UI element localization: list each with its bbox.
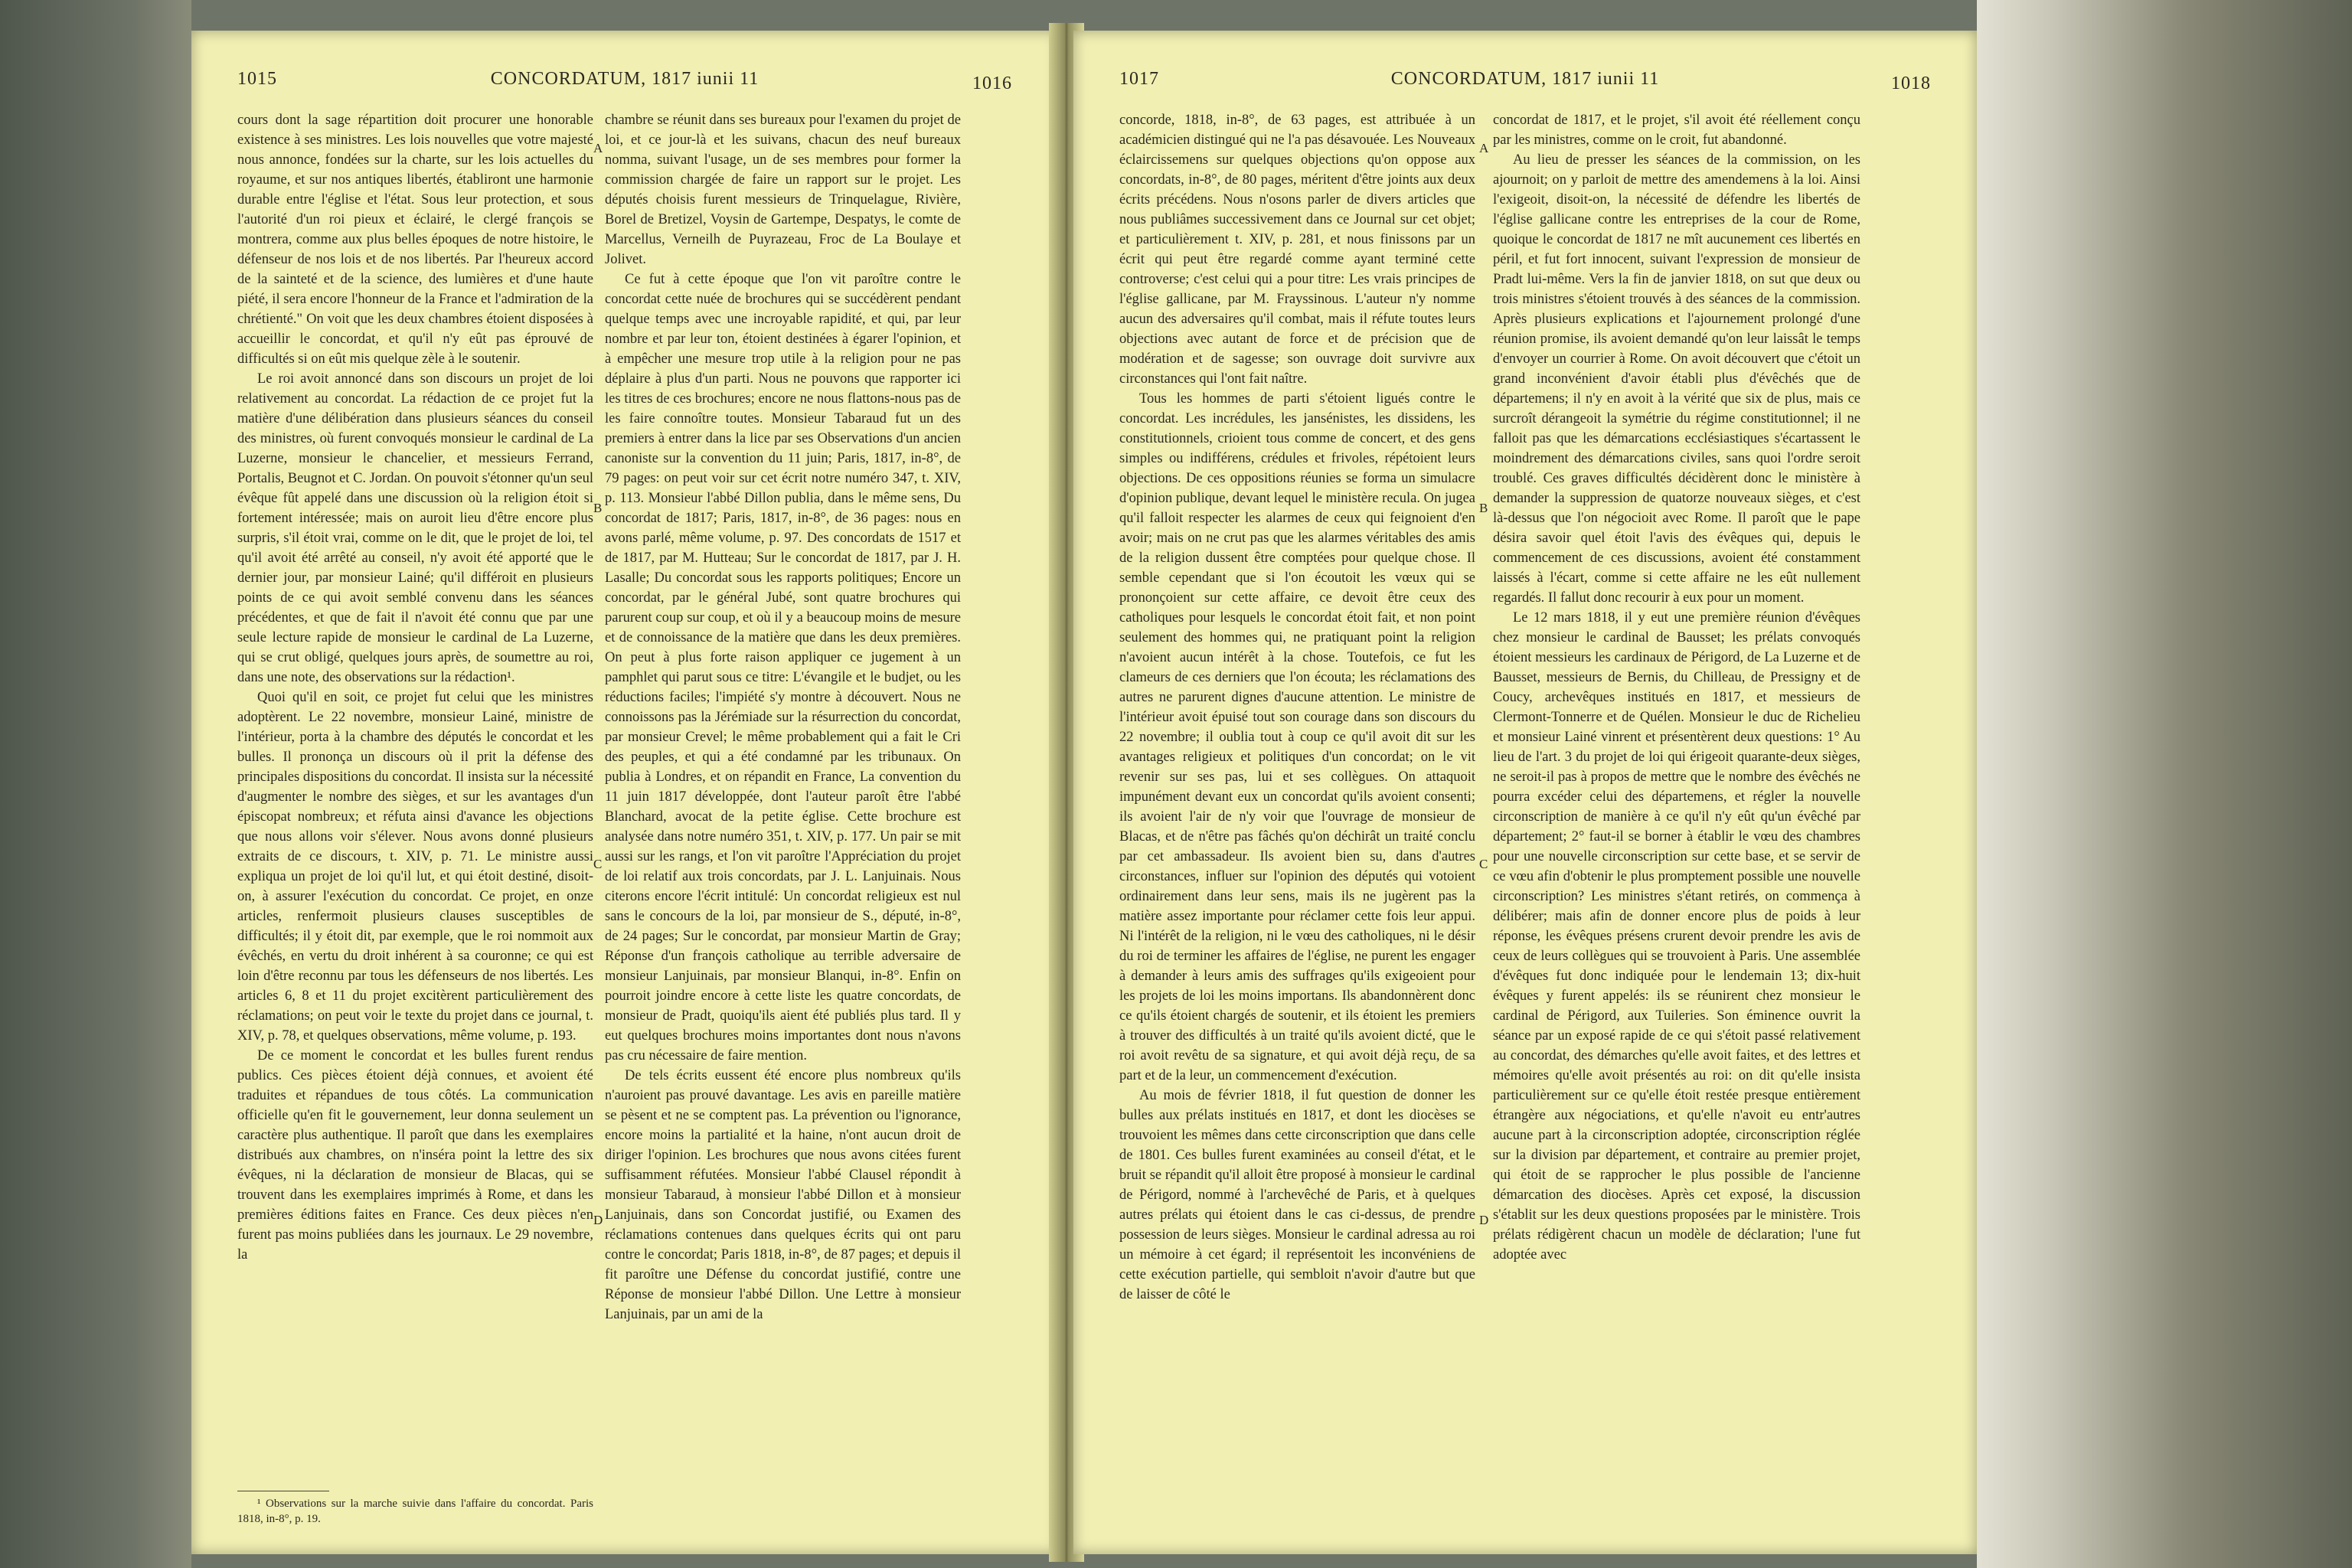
margin-letter: A bbox=[593, 141, 603, 155]
text-column bbox=[237, 110, 593, 1527]
page-number: 1018 bbox=[1891, 74, 1931, 93]
left-page bbox=[191, 31, 1058, 1554]
paragraph: Au lieu de presser les séances de la commission, on les ajournoit; on y parloit de mettre des amendemens à la loi. Ainsi l'exigeoit, disoit-on, la nécessité de défendre les libertés de l'église gallicane contre les entreprises de la cour de Rome, quoique le concordat de 1817 ne mît aucunement ces libertés en péril, et fut fort innocent, suivant l'expression de monsieur de Pradt lui-même. Vers la fin de janvier 1818, on sut que deux ou trois ministres s'étoient trouvés à des séances de la commission. Après plusieurs explications et l'ajournement prolongé d'une réunion promise, ils avoient demandé qu'on leur laissât le temps d'envoyer un courrier à Rome. On avoit découvert que c'étoit un grand inconvénient d'avoir établi plus d'évêchés que de départemens; il n'y en avoit à la vérité que six de plus, mais ce surcroît dérangeoit la symétrie du régime constitutionnel; il ne falloit pas que les démarcations ecclésiastiques s'écartassent le moindrement des démarcations civiles, sans quoi l'ordre seroit troublé. Ces graves difficultés décidèrent donc le ministère à demander la suppression de quatorze nouveaux sièges, et c'est là-dessus que l'on négocioit avec Rome. Il paroît que le pape désira savoir quel étoit l'avis des évêques qui, depuis le commencement de ces discussions, avoient été constamment laissés à l'écart, comme si cette affaire ne les eût nullement regardés. Il fallut donc recourir à eux pour un moment. bbox=[1493, 152, 1860, 606]
running-title: CONCORDATUM, 1817 iunii 11 bbox=[490, 69, 760, 89]
margin-letter: B bbox=[1479, 501, 1488, 515]
text-column bbox=[1119, 110, 1475, 1527]
page-number: 1015 bbox=[237, 69, 277, 89]
book-edge-right bbox=[1977, 0, 2352, 1568]
margin-letter: B bbox=[593, 501, 603, 515]
paragraph: Tous les hommes de parti s'étoient ligués contre le concordat. Les incrédules, les jansénistes, les dissidens, les constitutionnels, crioient tous comme de concert, et des gens simples ou indifférens, crédules et frivoles, répétoient leurs objections. De ces oppositions réunies se forma un simulacre d'opinion publique, devant lequel le ministère recula. On jugea qu'il falloit respecter les alarmes de ceux qui feignoient d'en avoir; mais on ne crut pas que les alarmes véritables des amis de la religion dussent être comptées pour quelque chose. Il semble cependant que si l'on écoutoit les vœux qui se prononçoient sur cette affaire, ce devoit être ceux des catholiques pour lesquels le concordat étoit fait, et non point seulement des hommes qui, ne pratiquant point la religion n'avoient aucun intérêt à la chose. Toutefois, ce fut les clameurs de ces derniers que l'on écouta; les réclamations des autres ne parurent dignes d'aucune attention. Le ministre de l'intérieur avoit épuisé tout son courage dans son discours du 22 novembre; il oublia tout à coup ce qu'il avoit dit sur les avantages religieux et politiques d'un concordat; on le vit revenir sur ses pas, lui et ses collègues. On attaquoit impunément devant eux un concordat qu'ils avoient consenti; ils avoient l'air de n'y voir que l'ouvrage de monsieur de Blacas, et de n'être pas fâchés qu'on déchirât un traité conclu par cet ambassadeur. Ils avoient bien su, dans d'autres circonstances, influer sur l'opinion des députés qui votoient ordinairement dans leur sens, mais ils ne jugèrent pas la matière assez importante pour réclamer cette fois leur appui. Ni l'intérêt de la religion, ni le vœu des catholiques, ni le désir du roi de terminer les affaires de l'église, ne purent les engager à demander à leurs amis des suffrages qu'ils exigeoient pour les projets de loi les moins importans. Ils abandonnèrent donc ce qu'ils étoient chargés de soutenir, et ils étoient les premiers à trouver des difficultés à un traité qu'ils avoient dicté, que le roi avoit revêtu de sa signature, et qui avoit déjà reçu, de sa part et de la leur, un commencement d'exécution. bbox=[1119, 391, 1475, 1083]
running-head bbox=[237, 69, 1012, 100]
margin-letter: A bbox=[1479, 141, 1489, 155]
paragraph: De tels écrits eussent été encore plus nombreux qu'ils n'auroient pas prouvé davantage. Les avis en pareille matière se pèsent et ne se comptent pas. La prévention ou l'ignorance, encore moins la partialité et la haine, n'ont aucun droit de diriger l'opinion. Les brochures que nous avons citées furent suffisamment réfutées. Monsieur l'abbé Clausel répondit à monsieur Tabaraud, à monsieur l'abbé Dillon et à monsieur Lanjuinais, dans son Concordat justifié, ou Examen des réclamations contenues dans quelques écrits qui ont paru contre le concordat; Paris 1818, in-8°, de 87 pages; et depuis il fit paroître une Défense du concordat justifié, contre une Réponse de monsieur l'abbé Dillon. Une Lettre à monsieur Lanjuinais, par un ami de la bbox=[605, 1068, 961, 1322]
running-title: CONCORDATUM, 1817 iunii 11 bbox=[1390, 69, 1660, 89]
paragraph: chambre se réunit dans ses bureaux pour l'examen du projet de loi, et ce jour-là et les suivans, chacun des neuf bureaux nomma, suivant l'usage, un de ses membres pour former la commission chargée de faire un rapport sur le projet. Les députés choisis furent messieurs de Trinquelague, Rivière, Borel de Bretizel, Voysin de Gartempe, Despatys, le comte de Marcellus, Verneilh de Puyrazeau, Froc de La Boulaye et Jolivet. bbox=[605, 113, 961, 267]
text-column bbox=[605, 110, 961, 1527]
paragraph: Quoi qu'il en soit, ce projet fut celui que les ministres adoptèrent. Le 22 novembre, monsieur Lainé, ministre de l'intérieur, porta à la chambre des députés le concordat et les bulles. Il prononça un discours où il prit la défense des principales dispositions du concordat. Il insista sur la nécessité d'augmenter le nombre des sièges, et sur les avantages d'un épiscopat nombreux; et réfuta ainsi d'avance les objections que nous allons voir s'élever. Nous avons donné plusieurs extraits de ce discours, t. XIV, p. 71. Le ministre aussi expliqua un projet de loi qu'il lut, et qui étoit destiné, disoit-on, à assurer l'exécution du concordat. Ce projet, en onze articles, renfermoit plusieurs clauses susceptibles de difficultés; il y étoit dit, par exemple, que le roi nommoit aux évêchés, en vertu du droit inhérent à sa couronne; ce qui est loin d'être reconnu par tous les défenseurs de nos libertés. Les articles 6, 8 et 11 du projet excitèrent particulièrement des réclamations; on peut voir le texte du projet dans ce journal, t. XIV, p. 78, et quelques observations, même volume, p. 193. bbox=[237, 690, 593, 1044]
paragraph: concorde, 1818, in-8°, de 63 pages, est attribuée à un académicien distingué qui ne l'a pas désavouée. Les Nouveaux éclaircissemens sur quelques objections qu'on oppose aux concordats, in-8°, de 80 pages, méritent d'être joints aux deux écrits précédens. Nous n'osons parler de divers articles que nous publiâmes successivement dans ce Journal sur cet objet; et particulièrement t. XIV, p. 281, et nous finissons par un écrit qui peut être regardé comme ayant terminé cette controverse; c'est celui qui a pour titre: Les vrais principes de l'église gallicane, par M. Frayssinous. L'auteur n'y nomme aucun des adversaires qu'il combat, mais il réfute toutes leurs objections avec autant de force et de précision que de modération et de sagesse; son ouvrage doit survivre aux circonstances qui l'ont fait naître. bbox=[1119, 113, 1475, 387]
right-page bbox=[1073, 31, 1977, 1554]
paragraph: cours dont la sage répartition doit procurer une honorable existence à ses ministres. Les lois nouvelles que votre majesté nous annonce, fondées sur la charte, sur les lois actuelles du royaume, et sur nos antiques libertés, établiront une harmonie durable entre l'église et l'état. Sous leur protection, et sous l'autorité d'un roi pieux et éclairé, le clergé françois se montrera, comme aux plus belles époques de notre histoire, le défenseur de nos lois et de nos libertés. Par l'heureux accord de la sainteté et de la science, des lumières et d'une haute piété, il sera encore l'honneur de la France et l'admiration de la chrétienté." On voit que les deux chambres étoient disposées à accueillir le concordat, et qu'il n'y eût pas éprouvé de difficultés si on eût mis quelque zèle à le soutenir. bbox=[237, 113, 593, 367]
paragraph: Le roi avoit annoncé dans son discours un projet de loi relativement au concordat. La rédaction de ce projet fut la matière d'une délibération dans plusieurs séances du conseil des ministres, où furent convoqués monsieur le cardinal de La Luzerne, monsieur le chancelier, et messieurs Ferrand, Portalis, Beugnot et C. Jordan. On pouvoit s'étonner qu'un seul évêque fût appelé dans une discussion où la religion étoit si fortement intéressée; mais on auroit lieu d'être encore plus surpris, s'il étoit vrai, comme on le dit, que le projet de loi, tel qu'il avoit été arrêté au conseil, n'y avoit été apporté que le dernier jour, par monsieur Lainé; qu'il différoit en plusieurs points de ce qui avoit semblé convenu dans les séances précédentes, et que de fait il n'avoit été connu que par une seule lecture rapide de monsieur le cardinal de La Luzerne, qui se crut obligé, quelques jours après, de soumettre au roi, dans une note, des observations sur la rédaction¹. bbox=[237, 371, 593, 685]
footnote-block bbox=[237, 1477, 593, 1527]
paragraph: Au mois de février 1818, il fut question de donner les bulles aux prélats institués en 1817, et dont les diocèses se trouvoient les mêmes dans cette circonscription que dans celle de 1801. Ces bulles furent examinées au conseil d'état, et le bruit se répandit qu'il alloit être proposé à monsieur le cardinal de Périgord, nommé à l'archevêché de Paris, et à quelques autres prélats qui étoient dans le cas ci-dessus, de prendre possession de leurs sièges. Monsieur le cardinal adressa au roi un mémoire à cet égard; il représentoit les inconvéniens de cette exécution partielle, qui sembloit n'avoir d'autre but que de laisser de côté le bbox=[1119, 1088, 1475, 1302]
paragraph: De ce moment le concordat et les bulles furent rendus publics. Ces pièces étoient déjà connues, et avoient été traduites et répandues de tous côtés. La communication officielle qu'en fit le gouvernement, leur donna seulement un caractère plus authentique. Il paroît que dans les exemplaires distribués aux chambres, on n'inséra point la lettre des six évêques, ni la déclaration de monsieur de Blacas, qui se trouvent dans les exemplaires imprimés à Rome, et dans les premières éditions faites en France. Ces deux pièces n'en furent pas moins publiées dans les journaux. Le 29 novembre, la bbox=[237, 1048, 593, 1263]
page-number: 1017 bbox=[1119, 69, 1159, 89]
margin-letters bbox=[1479, 110, 1494, 1527]
paragraph: Ce fut à cette époque que l'on vit paroître contre le concordat cette nuée de brochures qui se succédèrent pendant quelque temps avec une incroyable rapidité, et qui, par leur nombre et par leur ton, étoient destinées à égarer l'opinion, et à empêcher une mesure trop utile à la religion pour ne pas déplaire à plus d'un parti. Nous ne pouvons que rapporter ici les titres de ces brochures; encore ne nous flattons-nous pas de les faire connoître toutes. Monsieur Tabaraud fut un des premiers à entrer dans la lice par ses Observations d'un ancien canoniste sur la convention du 11 juin; Paris, 1817, in-8°, de 79 pages: on peut voir sur cet écrit notre numéro 347, t. XIV, p. 113. Monsieur l'abbé Dillon publia, dans le même sens, Du concordat de 1817; Paris, 1817, in-8°, de 36 pages: nous en avons parlé, même volume, p. 97. Des concordats de 1517 et de 1817, par M. Hutteau; Sur le concordat de 1817, par J. H. Lasalle; Du concordat sous les rapports politiques; Encore un concordat, par le général Jubé, sont quatre brochures qui parurent coup sur coup, et où il y a beaucoup moins de mesure et de connoissance de la matière que dans les deux premières. On peut à plus forte raison appliquer ce jugement à un pamphlet qui parut sous ce titre: L'évangile et le budjet, ou les réductions faciles; l'impiété s'y montre à découvert. Nous ne connoissons pas la Jérémiade sur la résurrection du concordat, par monsieur Crevel; le même probablement qui a fait le Cri des peuples, et qui a été condamné par les tribunaux. On publia à Londres, et on répandit en France, La convention du 11 juin 1817 développée, dont l'auteur paroît être l'abbé Blanchard, avocat de la petite église. Cette brochure est analysée dans notre numéro 351, t. XIV, p. 177. Un pair se mit aussi sur les rangs, et l'on vit paroître l'Appréciation du projet de loi relatif aux trois concordats, par J. L. Lanjuinais. Nous citerons encore l'écrit intitulé: Un concordat religieux est nul sans le concours de la loi, par monsieur de S., député, in-8°, de 24 pages; Sur le concordat, par monsieur Martin de Gray; Réponse d'un françois catholique au terrible adversaire de monsieur Lanjuinais, par monsieur Blanqui, in-8°. Enfin on pourroit joindre encore à cette liste les quatre concordats, de monsieur de Pradt, quoiqu'ils aient été publiés plus tard. Il y eut quelques brochures moins importantes dont nous n'avons pas cru nécessaire de faire mention. bbox=[605, 272, 961, 1063]
paragraph: Le 12 mars 1818, il y eut une première réunion d'évêques chez monsieur le cardinal de Bausset; les prélats convoqués étoient messieurs les cardinaux de Périgord, de La Luzerne et de Bausset, messieurs de Bernis, du Chilleau, de Pressigny et de Coucy, archevêques institués en 1817, et messieurs de Clermont-Tonnerre et de Quélen. Monsieur le duc de Richelieu et monsieur Lainé vinrent et présentèrent deux questions: 1° Au lieu de l'art. 3 du projet de loi qui érigeoit quarante-deux sièges, ne seroit-il pas à propos de mettre que le nombre des évêchés ne pourra excéder celui des départemens, et régler la nouvelle circonscription de manière à ce qu'il n'y eût qu'un évêché par département; 2° faut-il se borner à établir le vœu des chambres pour une nouvelle circonscription sur cette base, et se servir de ce vœu afin d'obtenir le plus promptement possible une nouvelle circonscription? Les ministres s'étant retirés, on commença à délibérer; mais afin de donner encore plus de poids à leur réponse, les évêques présens crurent devoir prendre les avis de ceux de leurs collègues qui se trouvoient à Paris. Une assemblée d'évêques fut donc indiquée pour le lendemain 13; dix-huit évêques y furent appelés: ils se réunirent chez monsieur le cardinal de Périgord, aux Tuileries. Son éminence ouvrit la séance par un exposé rapide de ce qui s'étoit passé relativement au concordat, des démarches qu'elle avoit faites, et des lettres et mémoires qu'elle avoit présentés au roi: on dit qu'elle insista particulièrement sur ce qu'elle étoit restée presque entièrement étrangère aux négociations, et qu'elle n'avoit eu entr'autres aucune part à la circonscription adoptée, circonscription réglée sur la division par département, et contraire au premier projet, qui étoit de se rapprocher le plus possible de l'ancienne démarcation des diocèses. Après cet exposé, la discussion s'établit sur les deux questions proposées par le ministère. Trois prélats rédigèrent chacun un modèle de déclaration; l'une fut adoptée avec bbox=[1493, 610, 1860, 1263]
margin-letter: C bbox=[593, 857, 603, 871]
page-number: 1016 bbox=[972, 74, 1012, 93]
margin-letter: D bbox=[593, 1213, 603, 1227]
margin-letter: D bbox=[1479, 1213, 1489, 1227]
running-head bbox=[1119, 69, 1931, 100]
text-column bbox=[1493, 110, 1860, 1527]
background-left bbox=[0, 0, 191, 1568]
paragraph: concordat de 1817, et le projet, s'il avoit été réellement conçu par les ministres, comme on le croit, fut abandonné. bbox=[1493, 113, 1860, 148]
footnote: ¹ Observations sur la marche suivie dans l'affaire du concordat. Paris 1818, in-8°, p. 19. bbox=[237, 1498, 593, 1525]
margin-letter: C bbox=[1479, 857, 1488, 871]
